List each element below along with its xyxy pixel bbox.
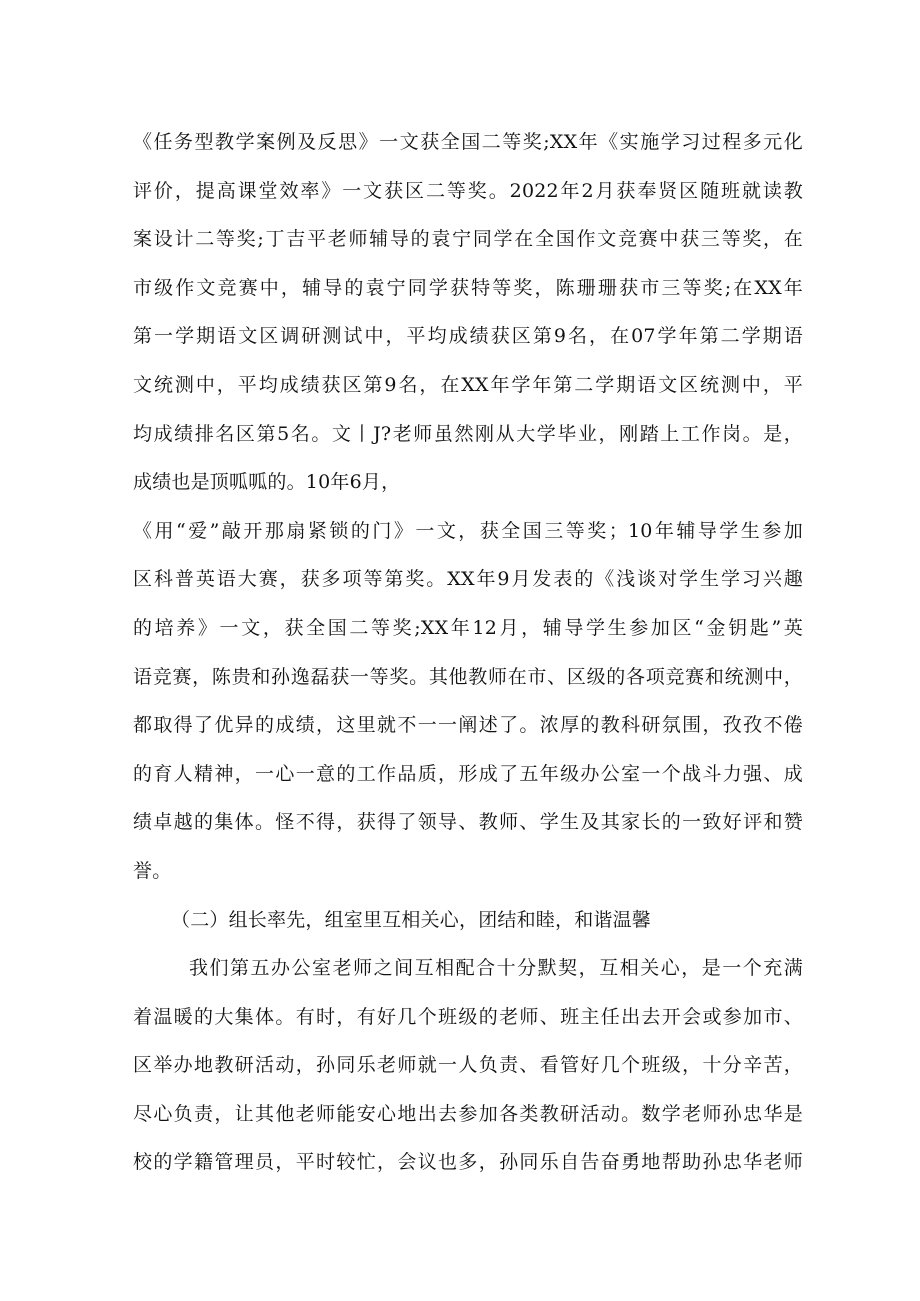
text-line: 绩卓越的集体。怪不得，获得了领导、教师、学生及其家长的一致好评和赞 xyxy=(133,811,803,834)
text-line: 案设计二等奖;丁吉平老师辅导的袁宁同学在全国作文竞赛中获三等奖，在 xyxy=(133,228,803,251)
section-heading: （二）组长率先，组室里互相关心，团结和睦，和谐温馨 xyxy=(171,908,652,931)
text-line: 第一学期语文区调研测试中，平均成绩获区第9名，在07学年第二学期语 xyxy=(133,325,803,348)
text-line: 区举办地教研活动，孙同乐老师就一人负责、看管好几个班级，十分辛苦， xyxy=(133,1054,803,1077)
text-line: 成绩也是顶呱呱的。10年6月， xyxy=(133,471,401,494)
text-line: 的培养》一文，获全国二等奖;XX年12月，辅导学生参加区“金钥匙”英 xyxy=(133,616,803,639)
paragraph-first-line: 我们第五办公室老师之间互相配合十分默契，互相关心，是一个充满 xyxy=(189,957,803,980)
text-line: 的育人精神，一心一意的工作品质，形成了五年级办公室一个战斗力强、成 xyxy=(133,762,803,785)
text-line: 评价，提高课堂效率》一文获区二等奖。2022年2月获奉贤区随班就读教 xyxy=(133,179,803,202)
text-line: 文统测中，平均成绩获区第9名，在XX年学年第二学期语文区统测中，平 xyxy=(133,373,803,396)
text-line: 《用“爱”敲开那扇紧锁的门》一文，获全国三等奖；10年辅导学生参加 xyxy=(133,519,803,542)
text-line: 语竞赛，陈贵和孙逸磊获一等奖。其他教师在市、区级的各项竞赛和统测中， xyxy=(133,665,803,688)
text-line: 都取得了优异的成绩，这里就不一一阐述了。浓厚的教科研氛围，孜孜不倦 xyxy=(133,714,803,737)
text-line: 誉。 xyxy=(133,859,172,882)
document-page xyxy=(133,118,803,1187)
text-line: 区科普英语大赛，获多项等第奖。XX年9月发表的《浅谈对学生学习兴趣 xyxy=(133,568,803,591)
text-line: 《任务型教学案例及反思》一文获全国二等奖;XX年《实施学习过程多元化 xyxy=(133,131,803,153)
text-line: 着温暖的大集体。有时，有好几个班级的老师、班主任出去开会或参加市、 xyxy=(133,1005,803,1028)
text-line: 校的学籍管理员，平时较忙，会议也多，孙同乐自告奋勇地帮助孙忠华老师 xyxy=(133,1151,803,1174)
text-line: 尽心负责，让其他老师能安心地出去参加各类教研活动。数学老师孙忠华是 xyxy=(133,1102,803,1125)
text-line: 市级作文竞赛中，辅导的袁宁同学获特等奖，陈珊珊获市三等奖;在XX年 xyxy=(133,276,803,299)
text-line: 均成绩排名区第5名。文丨J?老师虽然刚从大学毕业，刚踏上工作岗。是， xyxy=(133,422,803,445)
